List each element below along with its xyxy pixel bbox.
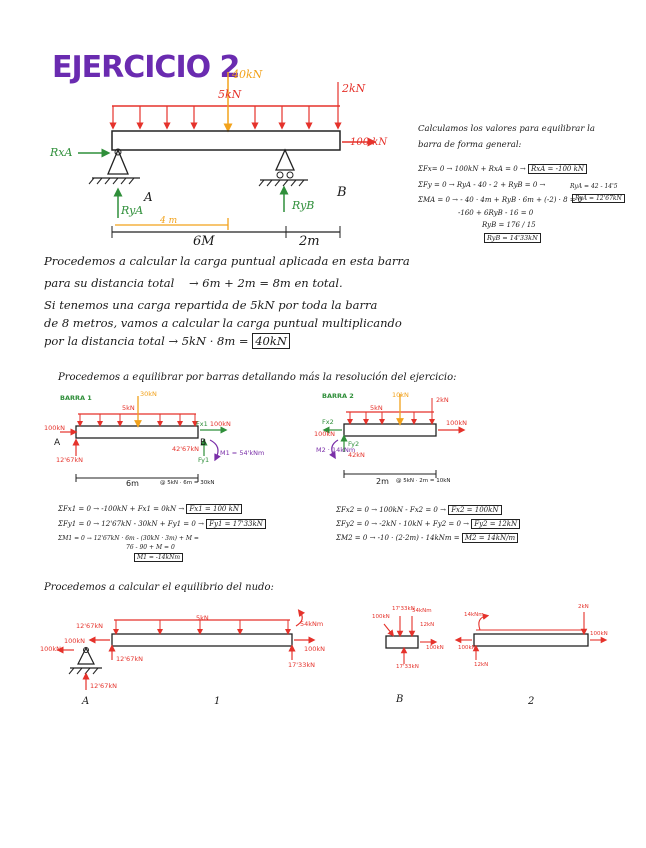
bar2-left-force: 100kN bbox=[314, 430, 336, 438]
bar1-eq3: ΣM1 = 0 → 12'67kN · 6m - (30kN · 3m) + M = bbox=[58, 535, 199, 542]
bar1-eq3b: 76 - 90 + M = 0 bbox=[126, 544, 175, 551]
bar1-load-dist: 5kN bbox=[122, 404, 135, 412]
page-title: EJERCICIO 2 bbox=[52, 50, 240, 85]
label-5kn: 5kN bbox=[218, 88, 242, 101]
label-point-a: A bbox=[144, 190, 153, 204]
bar2-eq2: ΣFy2 = 0 → -2kN - 10kN + Fy2 = 0 → Fy2 = 12kN bbox=[336, 520, 520, 528]
bar1-dim: 6m bbox=[126, 479, 139, 488]
section2-heading: Procedemos a equilibrar por barras detallando más la resolución del ejercicio: bbox=[58, 372, 457, 383]
node2-left-force: 100kN bbox=[458, 645, 476, 651]
side-note-line1: Calculamos los valores para equilibrar la bbox=[418, 124, 595, 134]
section3-heading: Procedemos a calcular el equilibrio del nudo: bbox=[44, 582, 274, 593]
node2-load-left: 14kNm bbox=[464, 612, 484, 618]
bar2-force-right: 100kN bbox=[446, 419, 468, 427]
node-b-force: 100kN bbox=[426, 645, 444, 651]
bar1-load-top: 30kN bbox=[140, 390, 157, 398]
label-4m: 4 m bbox=[160, 216, 178, 226]
paragraph-line2: para su distancia total → 6m + 2m = 8m en total. bbox=[44, 276, 343, 290]
bar1-dim-note: @ 5kN · 6m = 30kN bbox=[160, 480, 215, 486]
bar2-fx2: Fx2 bbox=[322, 418, 334, 426]
node1-left-top: 12'67kN bbox=[76, 622, 103, 630]
node2-beam bbox=[474, 634, 588, 646]
bar1-fy1: Fy1 bbox=[198, 456, 210, 464]
label-point-b: B bbox=[337, 185, 347, 200]
node2-right-force: 100kN bbox=[590, 631, 608, 637]
node1-label-1: 1 bbox=[214, 696, 221, 707]
side-eq2-right: RyA = 42 - 14'5 bbox=[570, 183, 618, 190]
bar1-m1: M1 = 54'kNm bbox=[220, 449, 265, 457]
node-b-load-4: 12kN bbox=[420, 622, 435, 628]
bar1-fy1-val: 42'67kN bbox=[172, 445, 199, 453]
node-b-beam bbox=[386, 636, 418, 648]
node-b-label: B bbox=[396, 694, 404, 705]
bar1-point-b: B bbox=[200, 438, 207, 448]
label-ryb: RyB bbox=[292, 199, 315, 212]
bar2-fy2: Fy2 bbox=[348, 440, 360, 448]
node1-label-a: A bbox=[82, 696, 90, 707]
label-2m: 2m bbox=[299, 234, 320, 249]
label-rxa: RxA bbox=[50, 146, 73, 159]
paragraph-line3: Si tenemos una carga repartida de 5kN por toda la barra bbox=[44, 298, 378, 312]
node1-left-force: 100kN bbox=[64, 637, 86, 645]
bar2-dim-note: @ 5kN · 2m = 10kN bbox=[396, 478, 451, 484]
side-eq3-box: RyA = 12'67kN bbox=[572, 194, 625, 203]
bar1-eq1: ΣFx1 = 0 → -100kN + Fx1 = 0kN → Fx1 = 100 kN bbox=[58, 505, 242, 513]
node1-left-bottom: 12'67kN bbox=[116, 655, 143, 663]
side-eq6-box: RyB = 14'33kN bbox=[484, 233, 541, 243]
bar2-eq3: ΣM2 = 0 → -10 · (2·2m) - 14kNm = M2 = 14kN/m bbox=[336, 534, 518, 542]
bar2-m2: M2 · 14kNm bbox=[316, 446, 356, 454]
node-b-bottom: 17'33kN bbox=[396, 664, 419, 670]
node1-right-bottom: 17'33kN bbox=[288, 661, 315, 669]
bar1-left-force: 100kN bbox=[44, 424, 66, 432]
node1-right-top: 54kNm bbox=[300, 620, 324, 628]
paragraph-line5: por la distancia total → 5kN · 8m = 40kN bbox=[44, 334, 290, 348]
side-eq2: ΣFy = 0 → RyA - 40 - 2 + RyB = 0 → bbox=[418, 181, 546, 189]
side-eq5: RyB = 176 / 15 bbox=[482, 221, 536, 229]
node-b-load-3: 54kNm bbox=[412, 608, 432, 614]
bar2-load-dist: 5kN bbox=[370, 404, 383, 412]
bar2-load-right: 2kN bbox=[436, 396, 449, 404]
node1-rya: 12'67kN bbox=[90, 682, 117, 690]
node1-load: 5kN bbox=[196, 614, 209, 622]
bar1-point-a: A bbox=[54, 438, 61, 448]
node2-label: 2 bbox=[528, 696, 535, 707]
bar2-load-top: 10kN bbox=[392, 391, 409, 399]
node1-beam bbox=[112, 634, 292, 646]
side-eq1: ΣFx= 0 → 100kN + RxA = 0 → RxA = -100 kN bbox=[418, 165, 587, 173]
node1-left-force2: 100kN bbox=[40, 645, 62, 653]
bar2-eq1: ΣFx2 = 0 → 100kN - Fx2 = 0 → Fx2 = 100kN bbox=[336, 506, 502, 514]
side-eq4: -160 + 6RyB - 16 = 0 bbox=[458, 209, 534, 217]
label-2kn: 2kN bbox=[342, 82, 366, 95]
label-100kn: 100 kN bbox=[350, 137, 388, 148]
label-40kn: 40kN bbox=[232, 68, 263, 81]
node1-right-force: 100kN bbox=[304, 645, 326, 653]
node2-bottom: 12kN bbox=[474, 662, 489, 668]
bar1-eq2: ΣFy1 = 0 → 12'67kN - 30kN + Fy1 = 0 → Fy1 = 17'33kN bbox=[58, 520, 266, 528]
bar2-label: BARRA 2 bbox=[322, 392, 354, 400]
node2-load-right: 2kN bbox=[578, 604, 589, 610]
bar1-eq3-box: M1 = -14kNm bbox=[134, 553, 183, 562]
side-note-line2: barra de forma general: bbox=[418, 140, 522, 150]
bar2-dim: 2m bbox=[376, 477, 389, 486]
bar2-fy2-val: 42kN bbox=[348, 451, 365, 459]
side-eq3: ΣMA = 0 → - 40 · 4m + RyB · 6m + (-2) · 8 = 0 bbox=[418, 196, 583, 204]
label-6m: 6M bbox=[193, 234, 215, 249]
bar1-rya: 12'67kN bbox=[56, 456, 83, 464]
bar1-fx1: Fx1 100kN bbox=[196, 420, 231, 428]
node-b-load-1: 100kN bbox=[372, 614, 390, 620]
paragraph-line4: de 8 metros, vamos a calcular la carga puntual multiplicando bbox=[44, 316, 402, 330]
label-rya: RyA bbox=[121, 204, 144, 217]
paragraph-line1: Procedemos a calcular la carga puntual aplicada en esta barra bbox=[44, 254, 410, 268]
bar1-label: BARRA 1 bbox=[60, 394, 92, 402]
node-b-load-2: 17'33kN bbox=[392, 606, 415, 612]
